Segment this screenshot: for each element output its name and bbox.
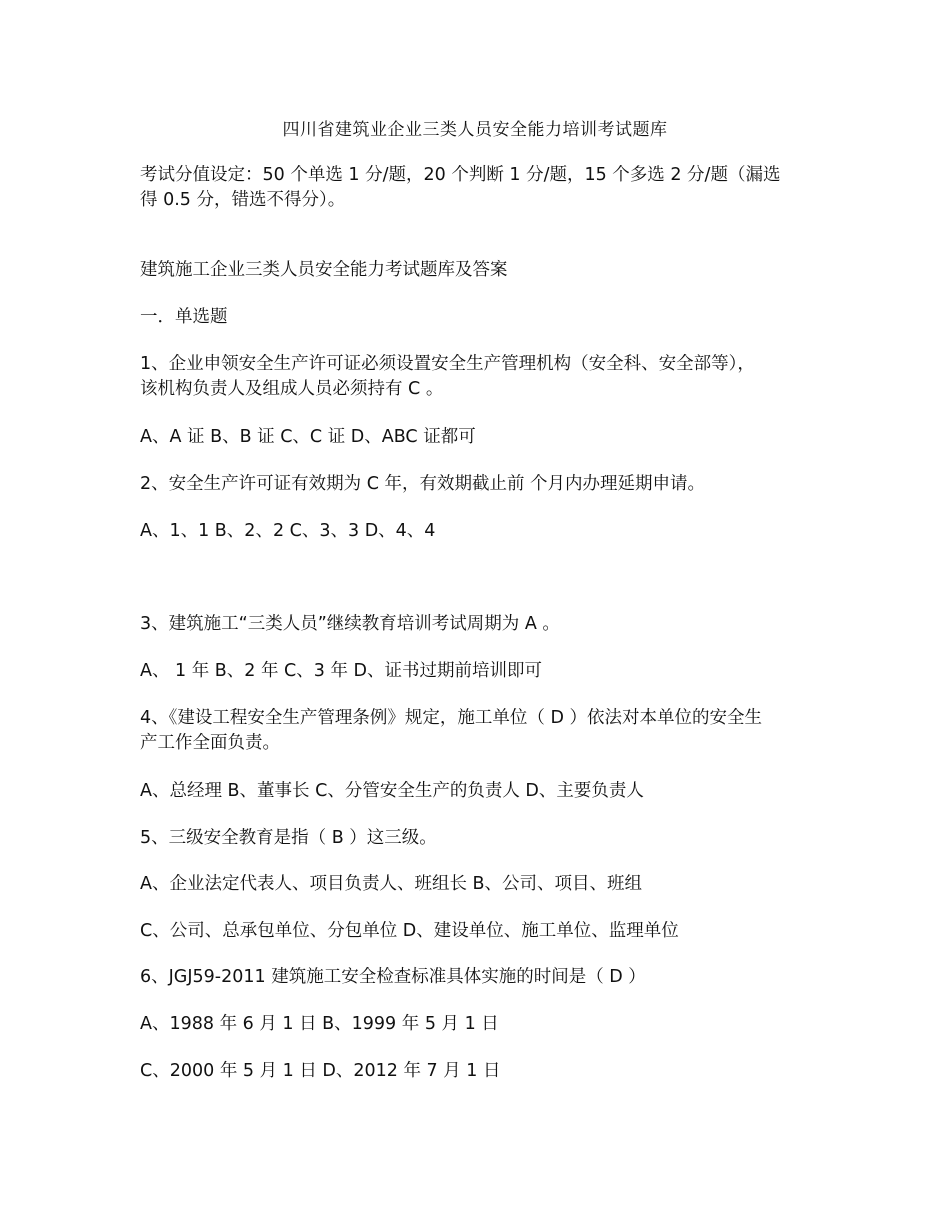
question-1: [140, 352, 820, 402]
question-1-line-1: 1、企业申领安全生产许可证必须设置安全生产管理机构（安全科、安全部等），: [140, 354, 755, 374]
question-2-options: A、1、1 B、2、2 C、3、3 D、4、4: [140, 521, 436, 541]
question-6: 6、JGJ59-2011 建筑施工安全检查标准具体实施的时间是（ D ）: [140, 967, 646, 987]
question-4: [140, 706, 820, 756]
question-4-options: A、总经理 B、董事长 C、分管安全生产的负责人 D、主要负责人: [140, 781, 644, 801]
question-6-options-line-2: C、2000 年 5 月 1 日 D、2012 年 7 月 1 日: [140, 1061, 501, 1081]
question-6-options-line-1: A、1988 年 6 月 1 日 B、1999 年 5 月 1 日: [140, 1014, 499, 1034]
question-5-options-line-1: A、企业法定代表人、项目负责人、班组长 B、公司、项目、班组: [140, 874, 643, 894]
scoring-line-2: 得 0.5 分，错选不得分）。: [140, 190, 346, 210]
question-4-line-1: 4、《建设工程安全生产管理条例》规定，施工单位（ D ）依法对本单位的安全生: [140, 708, 762, 728]
subtitle: 建筑施工企业三类人员安全能力考试题库及答案: [140, 260, 508, 280]
question-3-options: A、 1 年 B、2 年 C、3 年 D、证书过期前培训即可: [140, 661, 543, 681]
section-heading: 一．单选题: [140, 307, 228, 327]
question-1-line-2: 该机构负责人及组成人员必须持有 C 。: [140, 379, 444, 399]
question-5: 5、三级安全教育是指（ B ）这三级。: [140, 828, 437, 848]
document-title: 四川省建筑业企业三类人员安全能力培训考试题库: [282, 120, 668, 140]
scoring-line-1: 考试分值设定：50 个单选 1 分/题，20 个判断 1 分/题，15 个多选 2 分/题（漏选: [140, 165, 781, 185]
question-5-options-line-2: C、公司、总承包单位、分包单位 D、建设单位、施工单位、监理单位: [140, 921, 679, 941]
question-2: 2、安全生产许可证有效期为 C 年，有效期截止前 个月内办理延期申请。: [140, 474, 706, 494]
question-4-line-2: 产工作全面负责。: [140, 733, 280, 753]
question-3: 3、建筑施工“三类人员”继续教育培训考试周期为 A 。: [140, 614, 560, 634]
question-1-options: A、A 证 B、B 证 C、C 证 D、ABC 证都可: [140, 427, 476, 447]
scoring-paragraph: [140, 163, 820, 213]
